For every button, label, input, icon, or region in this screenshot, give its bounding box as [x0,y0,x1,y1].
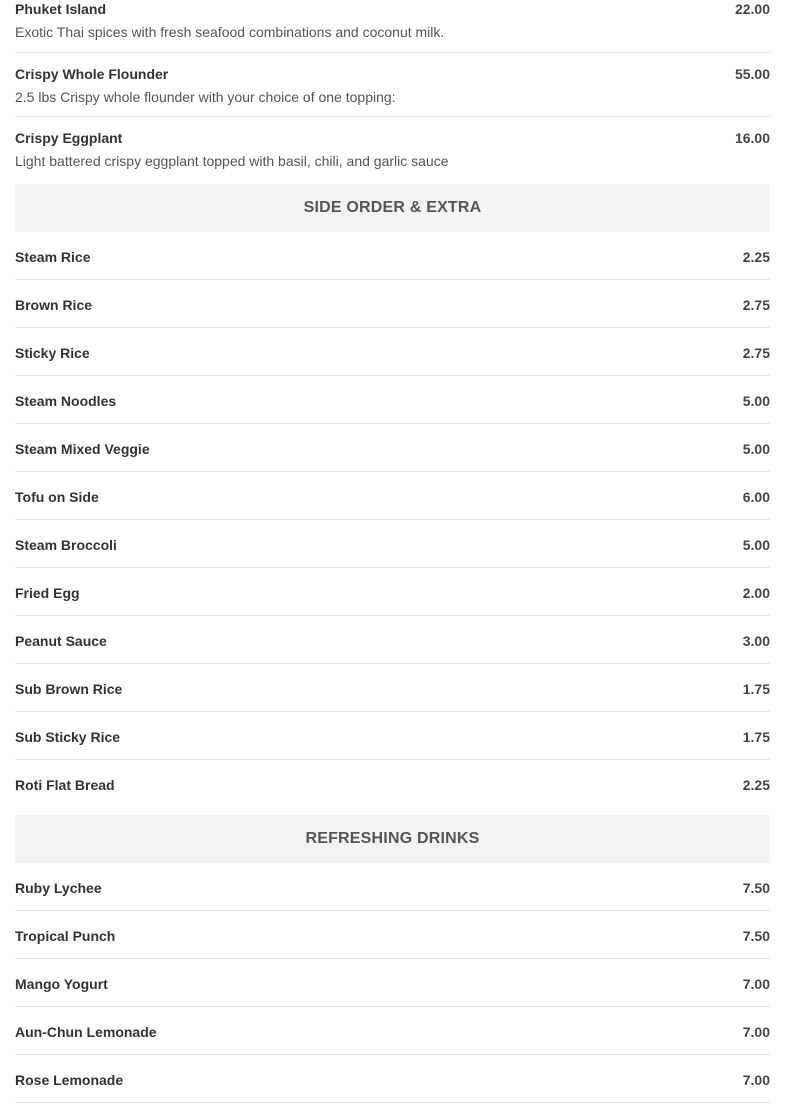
item-name: Roti Flat Bread [15,777,115,793]
menu-item [15,520,770,568]
item-price: 16.00 [734,130,770,146]
menu-item [15,911,770,959]
item-price: 7.50 [742,928,770,944]
item-price: 2.25 [742,249,770,265]
item-price: 1.75 [742,729,770,745]
item-price: 7.50 [742,880,770,896]
item-description: Light battered crispy eggplant topped with basil, chili, and garlic sauce [15,153,449,169]
item-price: 7.00 [742,1072,770,1088]
item-name: Sub Sticky Rice [15,729,121,745]
item-name: Ruby Lychee [15,880,102,896]
menu-item-crispy-whole-flounder [15,53,770,117]
item-description: Exotic Thai spices with fresh seafood combinations and coconut milk. [15,24,445,40]
item-name: Brown Rice [15,297,93,313]
menu-item [15,376,770,424]
menu-item [15,1055,770,1103]
item-price: 5.00 [742,393,770,409]
menu-item [15,472,770,520]
item-name: Crispy Whole Flounder [15,66,169,82]
menu-item [15,424,770,472]
item-price: 5.00 [742,537,770,553]
item-name: Steam Noodles [15,393,117,409]
section-header-side-order: SIDE ORDER & EXTRA [15,184,770,232]
item-name: Steam Mixed Veggie [15,441,150,457]
menu-item [15,863,770,911]
item-price: 2.75 [742,297,770,313]
item-price: 3.00 [742,633,770,649]
menu-item [15,328,770,376]
item-name: Tofu on Side [15,489,99,505]
item-name: Crispy Eggplant [15,130,123,146]
item-name: Steam Broccoli [15,537,117,553]
item-price: 55.00 [734,66,770,82]
menu-item [15,959,770,1007]
item-description: 2.5 lbs Crispy whole flounder with your choice of one topping: [15,89,396,105]
menu-item-phuket-island [15,0,770,53]
item-name: Sub Brown Rice [15,681,123,697]
item-price: 2.00 [742,585,770,601]
item-price: 2.25 [742,777,770,793]
item-price: 7.00 [742,976,770,992]
item-name: Rose Lemonade [15,1072,124,1088]
item-price: 5.00 [742,441,770,457]
menu-item [15,664,770,712]
menu-item-crispy-eggplant [15,117,770,184]
menu-list [15,0,770,1103]
menu-item [15,616,770,664]
item-price: 6.00 [742,489,770,505]
item-name: Aun-Chun Lemonade [15,1024,157,1040]
menu-item [15,760,770,811]
item-price: 22.00 [734,1,770,17]
item-name: Fried Egg [15,585,80,601]
menu-item [15,232,770,280]
menu-item [15,280,770,328]
item-name: Steam Rice [15,249,91,265]
item-name: Phuket Island [15,1,107,17]
item-price: 7.00 [742,1024,770,1040]
item-price: 2.75 [742,345,770,361]
menu-item [15,568,770,616]
item-name: Tropical Punch [15,928,116,944]
item-name: Mango Yogurt [15,976,108,992]
item-name: Peanut Sauce [15,633,107,649]
item-name: Sticky Rice [15,345,90,361]
item-price: 1.75 [742,681,770,697]
section-header-drinks: REFRESHING DRINKS [15,815,770,863]
menu-item [15,712,770,760]
menu-item [15,1007,770,1055]
